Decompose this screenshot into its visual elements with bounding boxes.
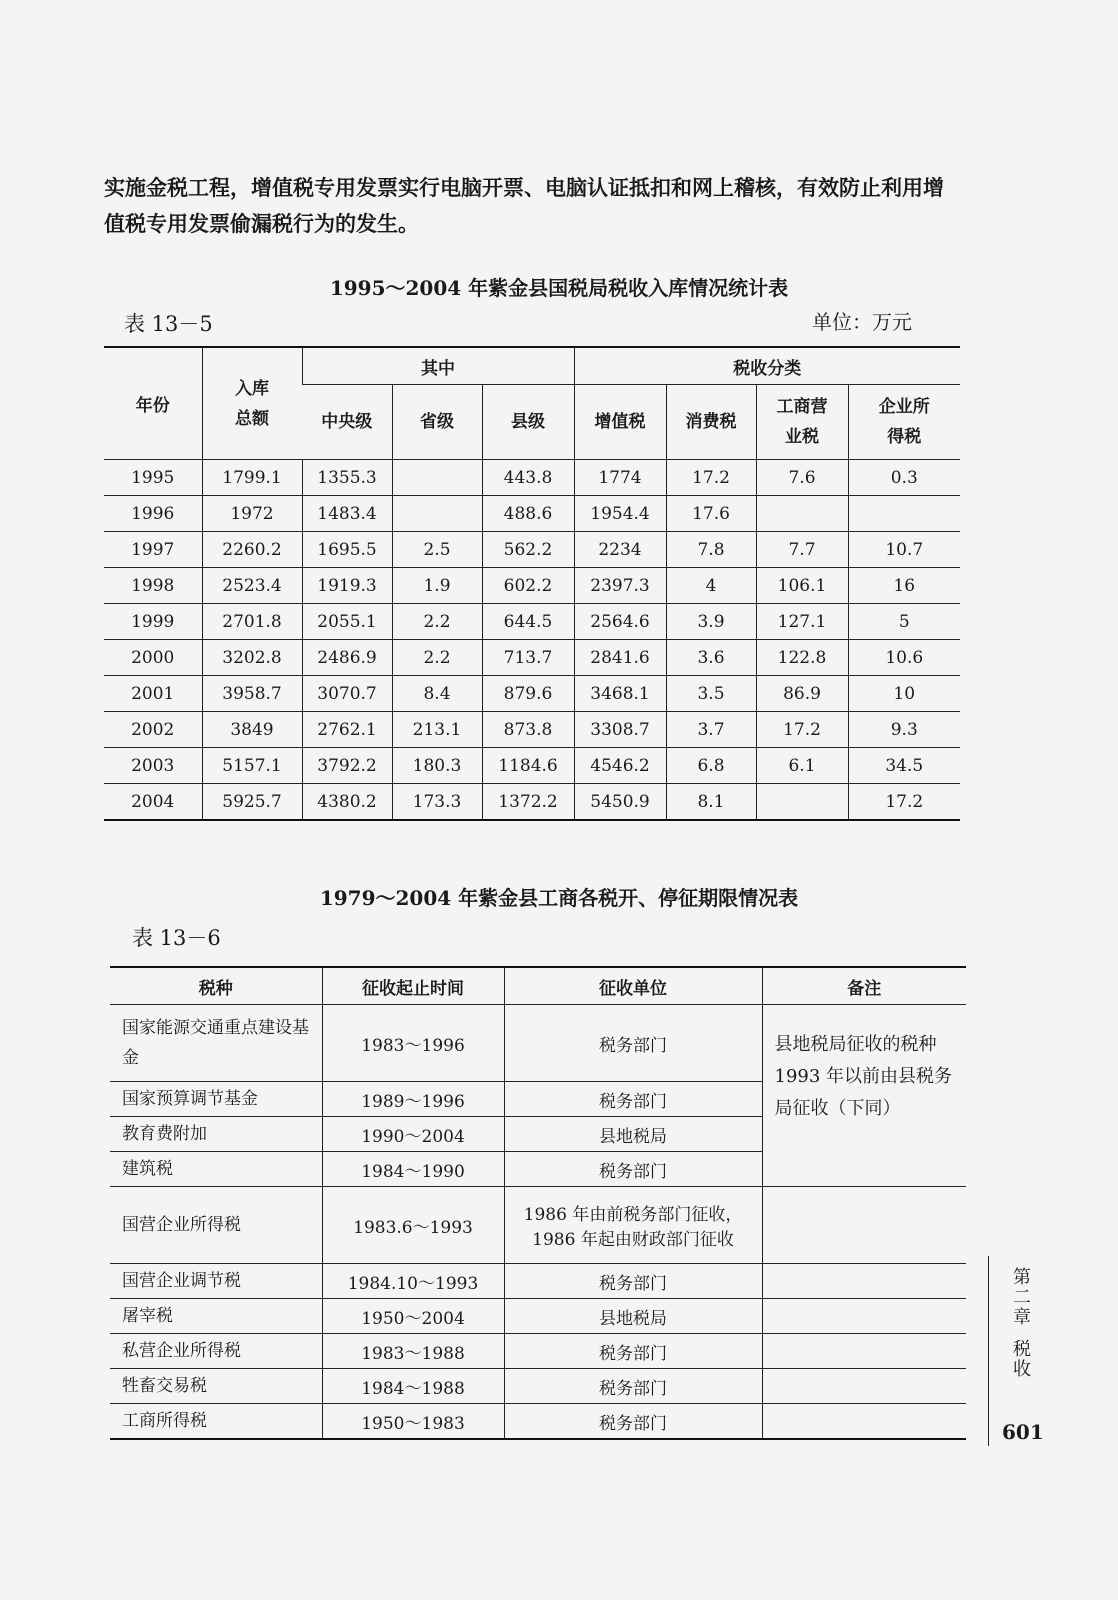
table-cell: 1483.4 xyxy=(302,496,392,532)
table-cell-period: 1950～2004 xyxy=(322,1299,504,1334)
table-cell-period: 1990～2004 xyxy=(322,1117,504,1152)
table-cell: 3468.1 xyxy=(574,676,666,712)
header-province: 省级 xyxy=(392,385,482,460)
table-cell: 17.6 xyxy=(666,496,756,532)
table-cell: 4546.2 xyxy=(574,748,666,784)
tax-period-table xyxy=(110,966,966,1440)
table-cell: 2486.9 xyxy=(302,640,392,676)
table-cell: 6.1 xyxy=(756,748,848,784)
table-cell-tax: 国营企业所得税 xyxy=(110,1187,322,1264)
header-central: 中央级 xyxy=(302,385,392,460)
section-char: 收 xyxy=(1013,1359,1031,1380)
table-cell: 5450.9 xyxy=(574,784,666,821)
page-number: 601 xyxy=(1002,1420,1044,1444)
table-cell-tax: 屠宰税 xyxy=(110,1299,322,1334)
table-row xyxy=(110,1187,966,1264)
table-row xyxy=(104,784,960,821)
table2-label: 表 13－6 xyxy=(132,926,221,950)
table-row xyxy=(110,1404,966,1440)
table-cell-period: 1983～1988 xyxy=(322,1334,504,1369)
table-cell: 1954.4 xyxy=(574,496,666,532)
table-cell-unit: 县地税局 xyxy=(504,1299,762,1334)
table-cell: 5157.1 xyxy=(202,748,302,784)
table-cell-period: 1950～1983 xyxy=(322,1404,504,1440)
table-cell-period: 1984～1990 xyxy=(322,1152,504,1187)
table-cell-period: 1983～1996 xyxy=(322,1005,504,1082)
table-cell: 8.1 xyxy=(666,784,756,821)
table-cell: 0.3 xyxy=(848,460,960,496)
header-period: 征收起止时间 xyxy=(322,967,504,1005)
table-cell: 1355.3 xyxy=(302,460,392,496)
table-row xyxy=(110,1334,966,1369)
section-char: 税 xyxy=(1013,1339,1031,1360)
table-row xyxy=(104,532,960,568)
table-cell: 1372.2 xyxy=(482,784,574,821)
table-cell: 873.8 xyxy=(482,712,574,748)
header-tax-type: 税种 xyxy=(110,967,322,1005)
table-cell: 17.2 xyxy=(756,712,848,748)
table-cell: 1997 xyxy=(104,532,202,568)
table-cell-unit: 税务部门 xyxy=(504,1369,762,1404)
table-cell: 17.2 xyxy=(666,460,756,496)
table-cell-note xyxy=(762,1299,966,1334)
table-cell: 7.7 xyxy=(756,532,848,568)
chapter-char: 章 xyxy=(1013,1307,1031,1328)
table-cell: 1995 xyxy=(104,460,202,496)
table-cell: 2.2 xyxy=(392,604,482,640)
table-cell xyxy=(848,496,960,532)
header-collecting-unit: 征收单位 xyxy=(504,967,762,1005)
table-cell: 6.8 xyxy=(666,748,756,784)
table-cell: 16 xyxy=(848,568,960,604)
table-cell: 127.1 xyxy=(756,604,848,640)
table-cell: 5 xyxy=(848,604,960,640)
table-cell-unit: 税务部门 xyxy=(504,1404,762,1440)
table1-label: 表 13－5 xyxy=(124,312,213,336)
table-cell: 10.6 xyxy=(848,640,960,676)
table-cell: 7.8 xyxy=(666,532,756,568)
header-county: 县级 xyxy=(482,385,574,460)
table-cell: 1972 xyxy=(202,496,302,532)
table-cell: 2397.3 xyxy=(574,568,666,604)
table-cell: 3308.7 xyxy=(574,712,666,748)
table-cell xyxy=(756,496,848,532)
table-cell-unit: 税务部门 xyxy=(504,1264,762,1299)
table-row xyxy=(110,1005,966,1082)
table-cell: 2701.8 xyxy=(202,604,302,640)
table-cell: 2000 xyxy=(104,640,202,676)
table-cell: 86.9 xyxy=(756,676,848,712)
table-cell: 2841.6 xyxy=(574,640,666,676)
table-cell: 3792.2 xyxy=(302,748,392,784)
table-cell: 3.7 xyxy=(666,712,756,748)
table-cell: 213.1 xyxy=(392,712,482,748)
table-cell: 122.8 xyxy=(756,640,848,676)
table-cell-period: 1984～1988 xyxy=(322,1369,504,1404)
table-row xyxy=(110,1264,966,1299)
table-cell: 2001 xyxy=(104,676,202,712)
table-row xyxy=(104,712,960,748)
tax-revenue-table xyxy=(104,346,960,821)
table-cell: 1919.3 xyxy=(302,568,392,604)
table-cell-tax: 国家预算调节基金 xyxy=(110,1082,322,1117)
table-cell: 1799.1 xyxy=(202,460,302,496)
table-cell: 2564.6 xyxy=(574,604,666,640)
table-cell: 1999 xyxy=(104,604,202,640)
table-row xyxy=(104,460,960,496)
table-cell-unit: 税务部门 xyxy=(504,1152,762,1187)
table-cell-note xyxy=(762,1369,966,1404)
header-year: 年份 xyxy=(104,347,202,460)
table-cell: 879.6 xyxy=(482,676,574,712)
table1-unit: 单位：万元 xyxy=(812,310,912,334)
table-cell: 1695.5 xyxy=(302,532,392,568)
chapter-char: 第 xyxy=(1013,1267,1031,1288)
table2-title: 1979～2004 年紫金县工商各税开、停征期限情况表 xyxy=(319,886,799,910)
table-cell-tax: 私营企业所得税 xyxy=(110,1334,322,1369)
table-cell: 2260.2 xyxy=(202,532,302,568)
table-cell: 3.5 xyxy=(666,676,756,712)
table-row xyxy=(104,568,960,604)
table-cell: 2523.4 xyxy=(202,568,302,604)
table-cell-period: 1984.10～1993 xyxy=(322,1264,504,1299)
intro-paragraph: 实施金税工程，增值税专用发票实行电脑开票、电脑认证抵扣和网上稽核，有效防止利用增值税专用发票偷漏税行为的发生。 xyxy=(104,175,944,236)
table-cell: 713.7 xyxy=(482,640,574,676)
table-cell: 3.6 xyxy=(666,640,756,676)
table-row xyxy=(104,748,960,784)
header-vat: 增值税 xyxy=(574,385,666,460)
table-cell-tax: 工商所得税 xyxy=(110,1404,322,1440)
table-cell-period: 1989～1996 xyxy=(322,1082,504,1117)
table-cell-note: 县地税局征收的税种 1993 年以前由县税务局征收（下同） xyxy=(762,1005,966,1187)
table-cell-tax: 建筑税 xyxy=(110,1152,322,1187)
table-cell-tax: 国营企业调节税 xyxy=(110,1264,322,1299)
header-consumption: 消费税 xyxy=(666,385,756,460)
table-row xyxy=(104,640,960,676)
table-cell-unit: 税务部门 xyxy=(504,1334,762,1369)
table-cell-tax: 教育费附加 xyxy=(110,1117,322,1152)
table-cell: 5925.7 xyxy=(202,784,302,821)
table-cell: 2004 xyxy=(104,784,202,821)
table-cell: 173.3 xyxy=(392,784,482,821)
table-cell: 1996 xyxy=(104,496,202,532)
header-business: 工商营业税 xyxy=(756,385,848,460)
table-cell: 3202.8 xyxy=(202,640,302,676)
table-cell: 2003 xyxy=(104,748,202,784)
table-cell-note xyxy=(762,1187,966,1264)
table-cell-period: 1983.6～1993 xyxy=(322,1187,504,1264)
table-cell-note xyxy=(762,1404,966,1440)
table-cell: 488.6 xyxy=(482,496,574,532)
table-cell: 562.2 xyxy=(482,532,574,568)
table-cell: 3070.7 xyxy=(302,676,392,712)
table-row xyxy=(104,496,960,532)
table-cell: 10.7 xyxy=(848,532,960,568)
table-cell: 8.4 xyxy=(392,676,482,712)
table-row xyxy=(104,604,960,640)
header-enterprise: 企业所得税 xyxy=(848,385,960,460)
table-row xyxy=(110,1299,966,1334)
table-cell xyxy=(392,496,482,532)
table-cell: 3849 xyxy=(202,712,302,748)
table-cell: 1998 xyxy=(104,568,202,604)
table-cell-tax: 牲畜交易税 xyxy=(110,1369,322,1404)
table-cell: 1.9 xyxy=(392,568,482,604)
table-cell-note xyxy=(762,1334,966,1369)
table-cell-unit: 县地税局 xyxy=(504,1117,762,1152)
table-row xyxy=(104,676,960,712)
margin-rule xyxy=(988,1256,989,1446)
table-cell: 3.9 xyxy=(666,604,756,640)
table-cell-unit: 税务部门 xyxy=(504,1005,762,1082)
table-cell: 4 xyxy=(666,568,756,604)
table-cell: 106.1 xyxy=(756,568,848,604)
table-cell: 602.2 xyxy=(482,568,574,604)
table-cell-note xyxy=(762,1264,966,1299)
table-row xyxy=(110,1369,966,1404)
table-cell: 2.2 xyxy=(392,640,482,676)
table1-title: 1995～2004 年紫金县国税局税收入库情况统计表 xyxy=(329,276,789,300)
table-cell: 1774 xyxy=(574,460,666,496)
table-cell-unit: 税务部门 xyxy=(504,1082,762,1117)
chapter-char: 二 xyxy=(1013,1287,1031,1308)
table-cell: 644.5 xyxy=(482,604,574,640)
chapter-marker xyxy=(1010,1268,1034,1380)
table-cell: 180.3 xyxy=(392,748,482,784)
table-cell: 2234 xyxy=(574,532,666,568)
table-cell: 3958.7 xyxy=(202,676,302,712)
header-group-tax-category: 税收分类 xyxy=(574,347,960,385)
header-group-of-which: 其中 xyxy=(302,347,574,385)
table-cell: 2055.1 xyxy=(302,604,392,640)
table-cell-unit: 1986 年由前税务部门征收，1986 年起由财政部门征收 xyxy=(504,1187,762,1264)
header-note: 备注 xyxy=(762,967,966,1005)
table-cell: 9.3 xyxy=(848,712,960,748)
table-cell: 17.2 xyxy=(848,784,960,821)
table-cell: 2762.1 xyxy=(302,712,392,748)
header-total: 入库总额 xyxy=(202,347,302,460)
table-cell: 7.6 xyxy=(756,460,848,496)
table-cell: 2002 xyxy=(104,712,202,748)
table-cell: 1184.6 xyxy=(482,748,574,784)
table-cell xyxy=(756,784,848,821)
table-cell: 4380.2 xyxy=(302,784,392,821)
table-cell: 443.8 xyxy=(482,460,574,496)
table-cell xyxy=(392,460,482,496)
table-cell: 10 xyxy=(848,676,960,712)
table-cell: 2.5 xyxy=(392,532,482,568)
table-cell: 34.5 xyxy=(848,748,960,784)
table-cell-tax: 国家能源交通重点建设基金 xyxy=(110,1005,322,1082)
